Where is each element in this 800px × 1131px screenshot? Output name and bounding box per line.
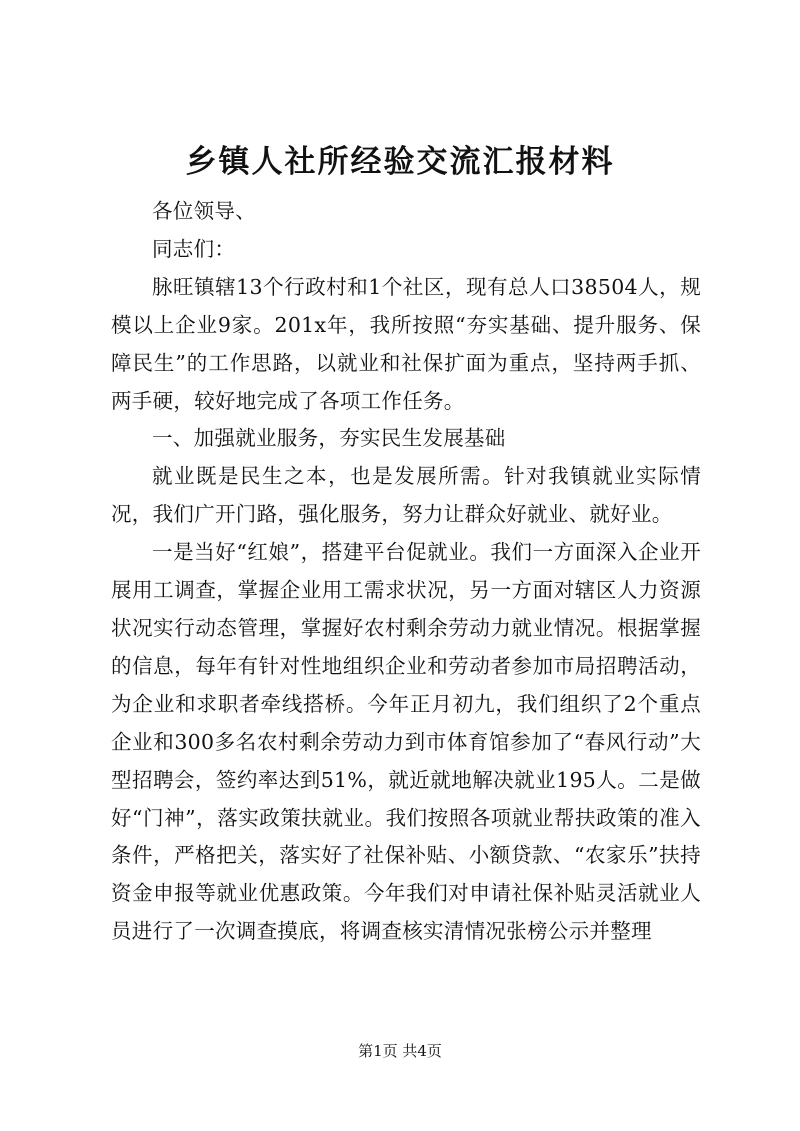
document-title: 乡镇人社所经验交流汇报材料 xyxy=(185,144,615,180)
document-body xyxy=(111,193,701,951)
section-intro-paragraph: 就业既是民生之本，也是发展所需。针对我镇就业实际情况，我们广开门路，强化服务，努力让群众好就业、就好业。 xyxy=(111,464,701,527)
section-heading: 一、加强就业服务，夯实民生发展基础 xyxy=(152,426,506,451)
intro-paragraph: 脉旺镇辖13个行政村和1个社区，现有总人口38504人，规模以上企业9家。201x年，我所按照“夯实基础、提升服务、保障民生”的工作思路，以就业和社保扩面为重点，坚持两手抓、两手硬，较好地完成了各项工作任务。 xyxy=(111,274,701,413)
salutation-leaders: 各位领导、 xyxy=(152,199,256,223)
detail-paragraph: 一是当好“红娘”，搭建平台促就业。我们一方面深入企业开展用工调查，掌握企业用工需求状况，另一方面对辖区人力资源状况实行动态管理，掌握好农村剩余劳动力就业情况。根据掌握的信息，每年有针对性地组织企业和劳动者参加市局招聘活动，为企业和求职者牵线搭桥。今年正月初九，我们组织了2个重点企业和300多名农村剩余劳动力到市体育馆参加了“春风行动”大型招聘会，签约率达到51%，就近就地解决就业195人。二是做好“门神”，落实政策扶就业。我们按照各项就业帮扶政策的准入条件，严格把关，落实好了社保补贴、小额贷款、“农家乐”扶持资金申报等就业优惠政策。今年我们对申请社保补贴灵活就业人员进行了一次调查摸底，将调查核实清情况张榜公示并整理 xyxy=(111,540,701,944)
page-footer: 第1页 共4页 xyxy=(358,1042,442,1060)
salutation-comrades: 同志们： xyxy=(152,236,236,261)
